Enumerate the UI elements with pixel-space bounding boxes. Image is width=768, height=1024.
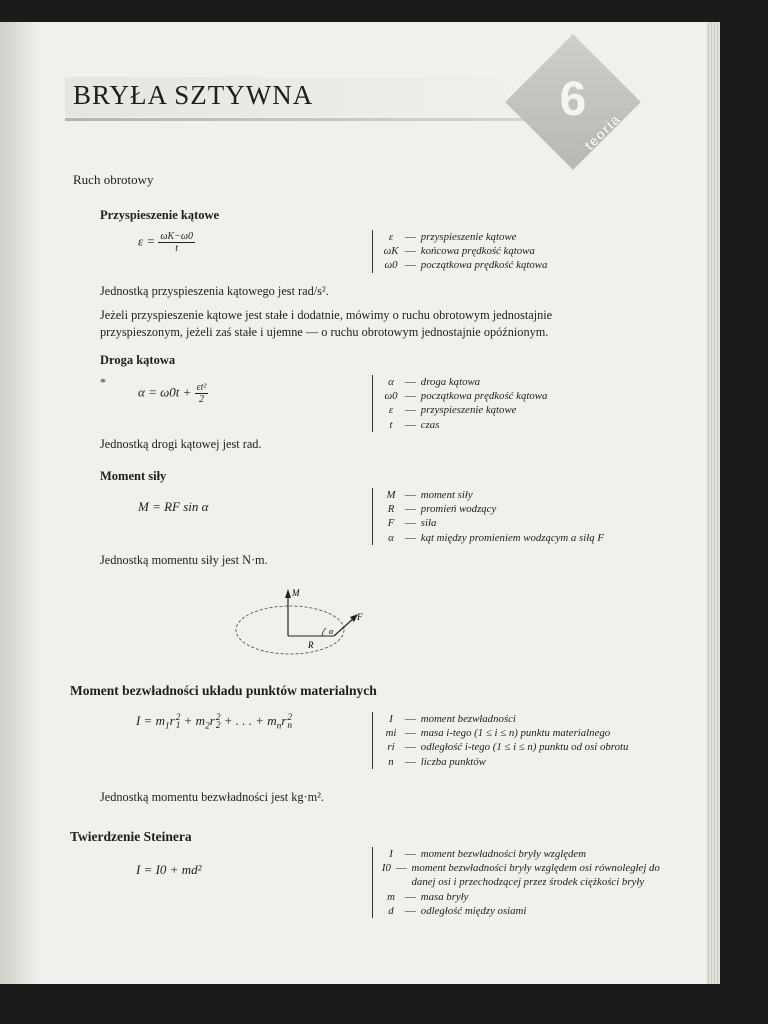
unit-moment-sily: Jednostką momentu siły jest N·m.	[100, 553, 268, 567]
subsection-droga: Droga kątowa	[100, 353, 176, 367]
angle-arc	[322, 628, 326, 636]
page-edge	[706, 22, 720, 984]
legend-row: n — liczba punktów	[388, 755, 486, 768]
formula-denominator: 2	[199, 394, 205, 405]
subsection-moment-sily: Moment siły	[100, 469, 167, 483]
legend-row: m — masa bryły	[387, 890, 469, 903]
legend-row: M — moment siły	[386, 489, 473, 501]
legend-row: I — moment bezwładności bryły względem	[389, 848, 587, 860]
legend-steiner	[372, 847, 671, 918]
legend-row: ωK — końcowa prędkość kątowa	[383, 245, 535, 258]
legend-row: I — moment bezwładności	[389, 713, 516, 725]
page-gutter-shadow	[0, 22, 40, 984]
paragraph-line-1: Jeżeli przyspieszenie kątowe jest stałe i dodatnie, mówimy o ruchu obrotowym jednostajnie	[100, 308, 553, 322]
legend-row: R — promień wodzący	[387, 503, 497, 516]
paragraph-line-2: przyspieszonym, jeżeli zaś stałe i ujemne — o ruchu obrotowym jednostajnie opóźnionym.	[100, 325, 549, 339]
rotation-orbit	[236, 606, 344, 654]
formula-denominator: t	[175, 243, 179, 254]
legend-droga	[372, 375, 681, 432]
legend-row: ε — przyspieszenie kątowe	[388, 404, 517, 417]
chapter-title: BRYŁA SZTYWNA	[73, 80, 314, 110]
legend-row: ri — odległość i-tego (1 ≤ i ≤ n) punktu od osi obrotu	[387, 741, 629, 754]
legend-row: α — droga kątowa	[388, 376, 481, 388]
bullet-marker: *	[100, 375, 106, 389]
legend-row: ω0 — początkowa prędkość kątowa	[384, 259, 548, 272]
formula-numerator: εt²	[196, 382, 207, 393]
formula-numerator: ωK−ω0	[160, 231, 193, 242]
chapter-tag: teoria	[580, 110, 624, 154]
formula-lhs: α = ω0t +	[138, 384, 192, 400]
title-rule	[65, 118, 525, 121]
unit-przyspieszenie: Jednostką przyspieszenia kątowego jest rad/s².	[100, 284, 329, 298]
section-title-steiner: Twierdzenie Steinera	[70, 829, 192, 844]
subsection-przyspieszenie: Przyspieszenie kątowe	[100, 208, 220, 222]
formula-fraction	[195, 382, 209, 405]
legend-row: d — odległość między osiami	[388, 904, 527, 917]
legend-bezwladnosc	[372, 712, 671, 769]
legend-row: I0 — moment bezwładności bryły względem osi równoległej do danej osi i przechodzącej przez środek ciężkości bryły	[381, 862, 660, 889]
force-vector	[334, 618, 354, 636]
unit-bezwladnosc: Jednostką momentu bezwładności jest kg·m².	[100, 790, 324, 804]
formula-lhs: ε =	[138, 233, 156, 249]
moment-diagram	[230, 584, 380, 664]
unit-droga: Jednostką drogi kątowej jest rad.	[100, 437, 262, 451]
legend-row: α — kąt między promieniem wodzącym a siłą F	[388, 531, 604, 544]
diagram-label-m: M	[292, 588, 300, 598]
legend-row: t — czas	[389, 418, 440, 431]
chapter-number: 6	[559, 73, 587, 126]
legend-przyspieszenie	[372, 230, 681, 273]
book-page	[0, 22, 720, 984]
formula-moment-sily: M = RF sin α	[138, 499, 209, 514]
diagram-label-f: F	[357, 612, 363, 622]
legend-moment-sily	[372, 488, 701, 545]
formula-bezwladnosc: $I = m_1r$ 2 1 + $m_2r$ 2 2 + . . . + $m_nr$ 2 n	[136, 713, 293, 732]
legend-row: ε — przyspieszenie kątowe	[388, 231, 517, 243]
legend-row: ω0 — początkowa prędkość kątowa	[384, 390, 548, 403]
formula-steiner: I = I0 + md²	[136, 862, 202, 877]
formula-fraction	[158, 231, 195, 254]
diagram-label-r: R	[308, 640, 314, 650]
legend-row: mi — masa i-tego (1 ≤ i ≤ n) punktu materialnego	[385, 727, 611, 740]
diagram-label-alpha: α	[329, 627, 334, 636]
section-title-bezwladnosc: Moment bezwładności układu punktów materialnych	[70, 683, 377, 698]
formula-przyspieszenie	[138, 231, 195, 254]
formula-droga	[138, 382, 208, 405]
legend-row: F — siła	[387, 517, 437, 530]
section-title-ruch: Ruch obrotowy	[73, 172, 154, 187]
moment-arrowhead	[285, 589, 291, 598]
